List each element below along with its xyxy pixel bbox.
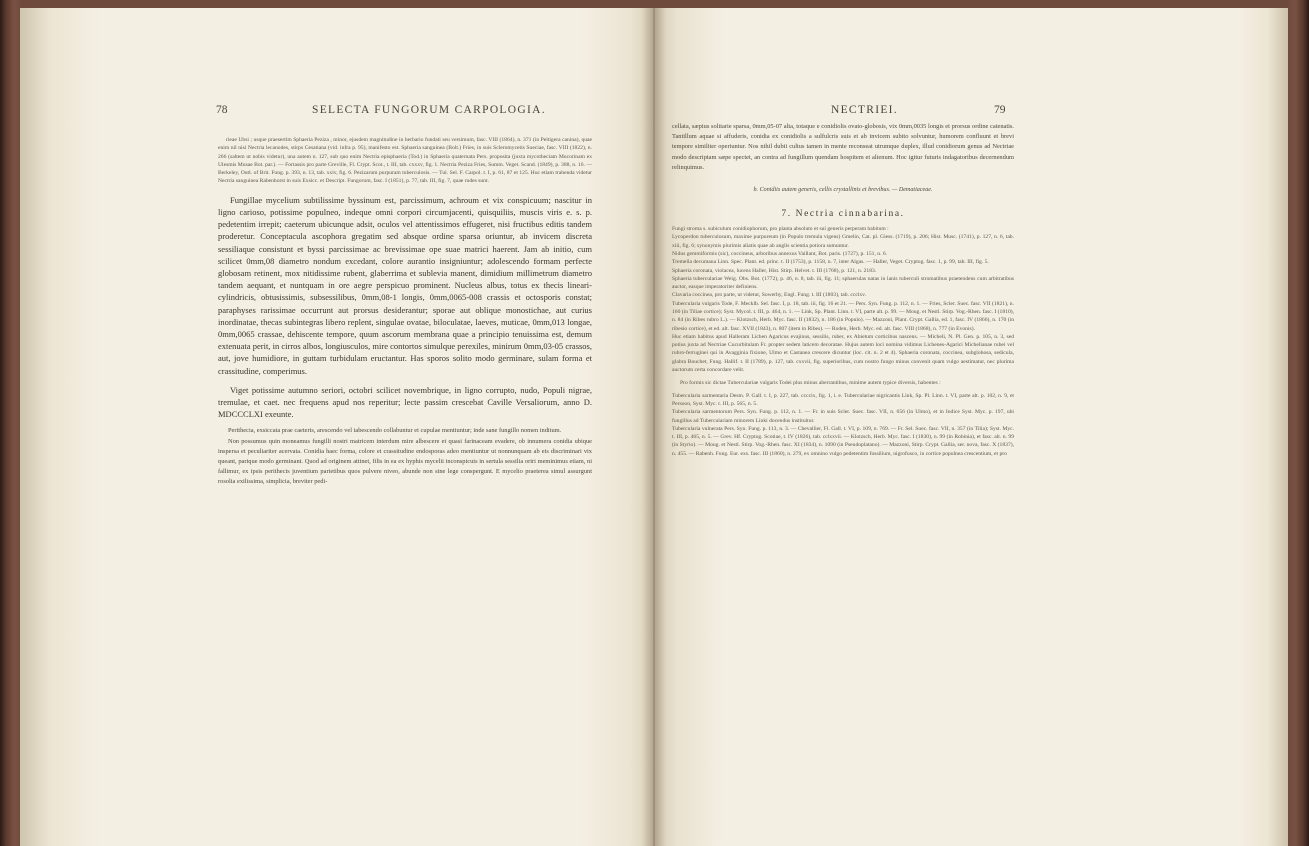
- synonym-entry: Tubercularia sarmentorum Pers. Syn. Fung. p. 112, n. 1. — Fr. in suis Scler. Suec. fasc. VII, n. 656 (in Ulmo), et in Indice Syst. Myc. p. 197, ubi fungillus ad Tuberculariam minorem Linki docendus instituitur.: [672, 409, 1014, 424]
- left-top-notes: rieae Ubsi ; usque praesertim Sphaeria Peziza , minor, ejusdem magnitudine in herbario fundati seu versimum, fasc. VIII (1864), n. 371 (in Peltigera canina), quae enim nil nisi Nectria lecanodes, stirps Cesatiana (vid. infra p. 95), manifesto est. Sphaeria sanguinea (Bolt.) Fries, in suis Scleromycetis Sueciae, fasc. VIII (1822), n. 266 (saltem ut nobis videtur), una autem n. 127, sub quo enim Nectria episphaeria (Tod.) in Sphaeria quaternata Pers. proposita (juxta mycotheciam Mucorinam ex Ulesmis Musae Bot. par.). — Fortassis pro parte Greville, Fl. Crypt. Scot., t. III, tab. cxxxv, fig. 1. Nectria Peziza Fries, Summ. Veget. Scand. (1849), p. 388, n. 16. — Berkeley, Outl. of Brit. Fung. p. 393, n. 13, tab. xxiv, fig. 6. Pezizarum purpuram tuberculosis. — Tul. Sel. F. Carpol. t. I, p. 61, 87 et 125. Huc etiam trahenda videtur Nectria sanguinea Rabenhorst in suis Exsicc. et Descript. Fungorum, fasc. I (1851), p. 77, tab. III, fig. 7, quae rudes sunt.: [218, 137, 592, 185]
- right-top-paragraph: cellata, sæpius solitarie sparsa, 0mm,05-07 alta, totaque e conidiolis ovato-globosis, vix 0mm,0035 longis et prorsus ordine catenatis. Tantillum aquae si affuderis, conidia ex conidiolis a sulfulcris suis et ab invicem subito solvuntur, humorem confluunt et brevi tempore similiter operiuntur. Nos nihil dubii cultus tamen in mente reconseat utrumque duplex, illud conidiorum genus ad Nectriae modo descriptam sæpe spectet, an contra ad fungillum quendam hospitem et alienum. Hoc igitur futuris indagatoribus decernendum relinquimus.: [672, 123, 1014, 171]
- right-page-number: 79: [994, 104, 1006, 116]
- left-page: [20, 8, 653, 846]
- book-gutter: [642, 8, 666, 846]
- synonym-entry: Sphaeria tuberculariae Weig. Obs. Bot. (1772), p. 46, n. 8, tab. iii, fig. 11; sphaerulas natas in lanis tuberculi stromatibus praetendens cum arbitratibus auctor, easque imperatoriter definiens.: [672, 275, 1014, 291]
- synonym-entry: Sphaeria coronata, violacea, lucens Haller, Hist. Stirp. Helvet. t. III (1768), p. 121, n. 2183.: [672, 267, 877, 274]
- synonym-entry: Fungi stroma s. subiculum conidiophorum, pro planta absoluto et sui generis perperam habitum :: [672, 226, 889, 233]
- right-page: [653, 8, 1288, 846]
- left-page-number: 78: [216, 104, 228, 116]
- synonym-entry: Lycoperdon tuberculosum, maxime purpureum (in Populo tremula vigens) Gmelin, Cat. pl. Giess. (1719), p. 206; Hist. Musc. (1741), p. 127, n. 6, tab. xiii, fig. 6; synonymis plurimis aliatis quae ab anglis scientia potiora sumuntur.: [672, 234, 1014, 249]
- right-running-head: NECTRIEI.: [831, 104, 898, 116]
- synonym-entry: Tubercularia vulnerata Pers. Syn. Fung. p. 113, n. 3. — Chevallier, Fl. Gall. t. VI, p. 109, n. 769. — Fr. Sel. Suec. fasc. VII, n. 357 (in Tilia); Syst. Myc. t. III, p. 465, n. 5. — Grev. Hf. Cryptog. Scotiae, t. IV (1826), tab. cclxxvii. — Klotzsch, Herb. Myc. fasc. I (1830), n. 99 (in Robinia), et fasc. alt. n. 99 (in Styrio). — Moug. et Nestl. Stirp. Vog.-Rhen. fasc. XI (1834), n. 1090 (in Pseudoplatano). — Mazzoni, Stirp. Crypt. Gallia, ser. nova, fasc. X (1837), n. 455. — Rabenh. Fung. Eur. exs. fasc. III (1860), n. 279, ex omnino vulgo pedetentim fossilium, nigrofusco, in cortice populnea crescentium, et pro: [672, 425, 1014, 457]
- right-note-line: b. Conidiis autem generis, cellis crystallinis et brevibus. — Dematiaceae.: [753, 187, 933, 194]
- synonym-entry: Huc etiam habitus apud Halleram Lichen Agaricus evajinus, sessilis, ruber, ex Abietum corticibus nascens. — Micheli, N. Pl. Gen. p. 105, n. 3, sed potius juxta ad Nectriae Cucurbitulam Fr. propter sedem laticem decoratae. Hujus autem loci nomina vidimus Lichenes-Agarici Michelianae rubei vel rubro-ferruginei qui in Avagginia fixione, Ulmo et Castanea crescere dicuntur (loc. cit. n. 2 et 4). Sphaeria coronata, coccinea, subglobosa, sedicula, glabra Bouchet, Fung. Hallif. t. II (1789), p. 127, tab. cxxvii, fig. superioribus, cum nostro fungo minus convenit quam vulgo aestimatur, nec plurima auctorum certa concordare velit.: [672, 333, 1014, 374]
- left-bottom-paragraph-2: Non possumus quin moneamus fungilli nostri matricem interdum mire albescere et quasi farinaceam evadere, ob innumera conidia ubique inspersa et peculiariter acervata. Conidia haec forma, colore et crassitudine endosporas adeo mentiuntur ut nonnunquam ab eis discriminari vix queant, parique modo germinant. Quod ad originem attinet, filis in ea ex hyphis mycelii inconspicuis in sertula sessilia oriri meminimus etiam, ni fallimur, ex ipsis perithecis juventium parietibus quos pulvere niveo, abunde non sine lege conspergunt. E mycelio praeterea simul assurgunt rosolia exilissima, simplicia, breviter pedi-: [218, 437, 592, 486]
- synonym-entry: Nidus gemmiformis (sic), coccineus, arboribus annexus Vaillant, Bot. paris. (1727), p. 151, n. 6.: [672, 250, 888, 257]
- left-bottom-paragraph-1: Perithecia, exsiccata prae caeteris, arescendo vel tabescendo collabuntur et cupulae mentiuntur; inde sane fungillo nomen inditum.: [228, 427, 562, 435]
- right-text-column: [672, 122, 1014, 458]
- synonym-entry: Tremella decumana Linn. Spec. Plant. ed. princ. t. II (1753), p. 1158, n. 7, inter Algas. — Haller, Veget. Cryptog. fasc. 1, p. 99, tab. III, fig. 5.: [672, 259, 989, 266]
- open-book: [20, 8, 1288, 846]
- synonym-entry: Clavaria coccinea, pro parte, ut videtur, Sowerby, Engl. Fung. t. III (1803), tab. ccclxv.: [672, 292, 866, 299]
- section-title: 7. Nectria cinnabarina.: [781, 209, 905, 220]
- synonym-entry: Tubercularia sarmentaria Desm. P. Gall. t. I, p. 227, tab. ccccix, fig. 1, i. e. Tuberculariae nigricantis Link, Sp. Pl. Linn. t. VI, parte alt. p. 102, n. 9, et Persoon, Syst. Myc. t. III, p. 565, n. 5.: [672, 392, 1014, 407]
- synonym-entry: Tubercularia vulgaris Tode, F. Mecklb. Sel. fasc. I, p. 18, tab. iii, fig. 16 et 21. — Pers. Syn. Fung. p. 112, n. 1. — Fries, Scler. Suec. fasc. VII (1821), n. 160 (in Tiliae cortice); Syst. Mycol. t. III, p. 464, n. 1. — Link, Sp. Plant. Linn. t. VI, parte alt. p. 99. — Moug. et Nestl. Stirp. Vog.-Rhen. fasc. I (1810), n. 84 (in Ribes rubro L.). — Klotzsch, Herb. Myc. fasc. II (1832), n. 186 (in Populo). — Mazzoni, Plant. Crypt. Gallia, ed. 1, fasc. IV (1866), n. 170 (in ribesio cortice), et ed. alt. fasc. XVII (1843), n. 807 (item in Ribes). — Roden, Herb. Myc. ed. alt. fasc. VIII (1868), n. 777 (in Evonis).: [672, 300, 1014, 332]
- left-text-column: [218, 136, 592, 488]
- left-running-head: SELECTA FUNGORUM CARPOLOGIA.: [312, 104, 546, 116]
- synonym-entry: Pro formis sic dictae Tuberculariae vulgaris Todei plus minus aberrantibus, minime autem typice diversis, habentes :: [680, 380, 941, 387]
- left-main-paragraph-2: Viget potissime autumno seriori, octobri scilicet novembrique, in ligno corrupto, nudo, Populi nigrae, tremulae, et caet. nec frequens apud nos reperitur; lecte passim crescebat Caville Versaliorum, anno D. MDCCCLXI exeunte.: [218, 384, 592, 420]
- left-main-paragraph-1: Fungillae mycelium subtilissime byssinum est, parcissimum, achroum et vix conspicuum; nascitur in ligno carioso, potissime populneo, indeque omni corpori circumjacenti, quisquiliis, muscis viris e. s. p. pedetentim irrepit; caeterum ubicunque adsit, oculos vel attentissimos effugeret, nisi fructibus editis tandem proderetur. Conceptacula ascophora gregatim sed absque ordine sparsa oriuntur, ab invicem discreta sessiliaque consistunt et byssi parcissimae ac brevissimae ope suae matrici haerent. Jam ab initio, cum scilicet 0mm,08 diametro nondum excedant, colore aurantio insigniuntur; adolescendo formam perfecte globosam retinent, mox nitidissime rubent, glaberrima et sublevia manent, dimidium millimetrum diametro tandem aequant, et nuntquam in ore aegre perspicuo prominent. Nucleus albus, totus ex thecis lineari-cylindricis, obtusissimis, subsessilibus, 0mm,08-1 longis, 0mm,0065-008 crassis et octosporis constat; paraphyses rarissimae occurrunt aut prorsus desiderantur; sporae aut oblique monostichae, aut curius inordinatae, thecas subintegras libero replent, singulae ovatae, biloculatae, laeves, muticae, 0mm,013 longae, 0mm,0065 crassae, dehiscente tempore, quum ascorum membrana quae a principio tenuissima est, demum extenuata perit, in cirros albos, longiusculos, mire contortos simulque perexiles, minirum 0mm,03-05 crassos, aut, jove humidiore, in guttam turbidulam eructantur. Has sporos solito modo germinare, sulam forma et crassitudine, comperimus.: [218, 194, 592, 376]
